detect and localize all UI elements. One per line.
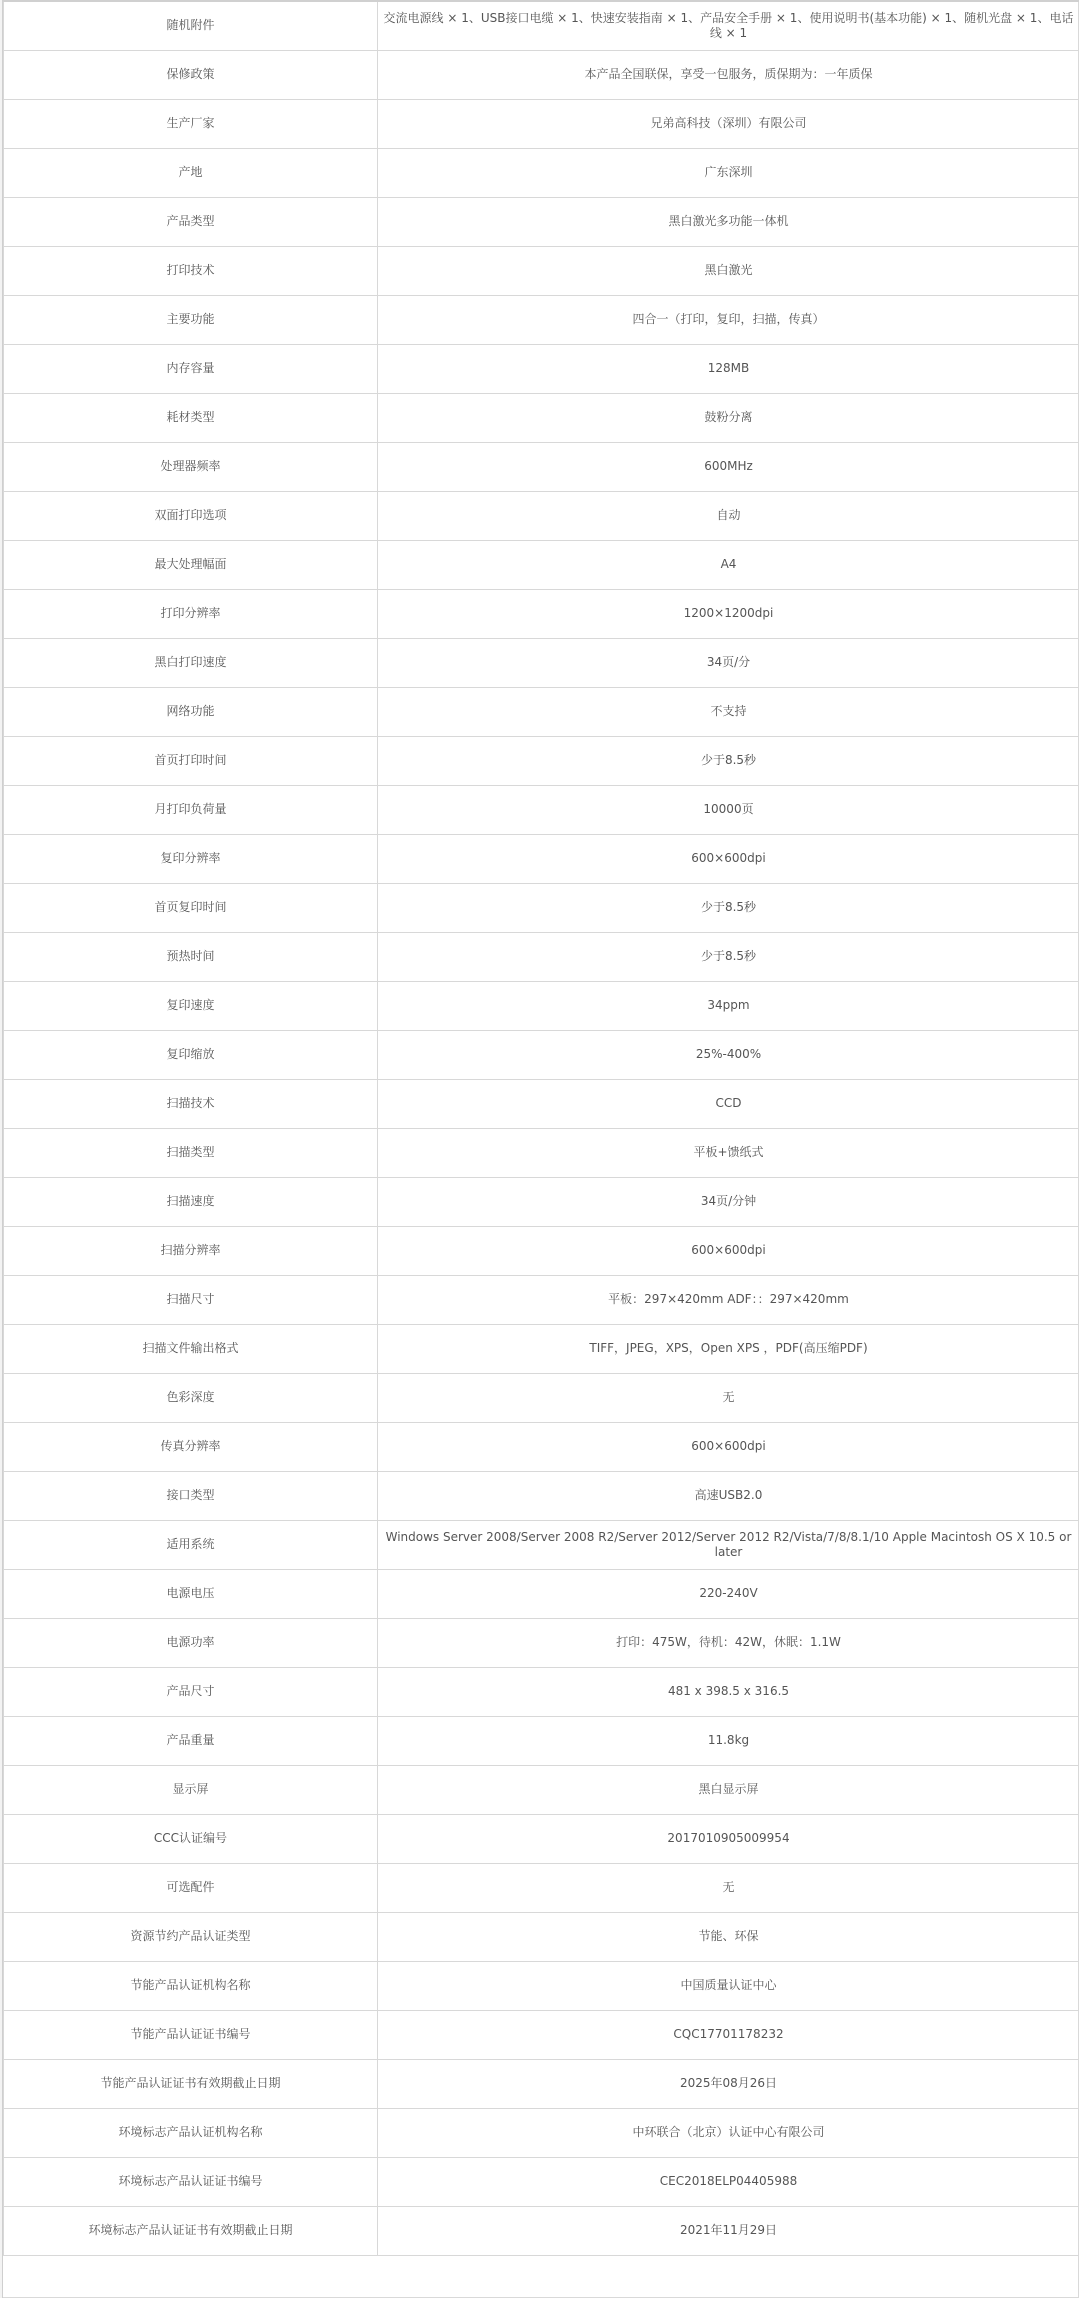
spec-label: 节能产品认证证书编号 — [4, 2010, 378, 2059]
spec-label: 产品类型 — [4, 197, 378, 246]
spec-value: 少于8.5秒 — [378, 883, 1079, 932]
spec-value: 兄弟高科技（深圳）有限公司 — [378, 99, 1079, 148]
spec-value: 打印：475W，待机：42W，休眠：1.1W — [378, 1618, 1079, 1667]
spec-label: 环境标志产品认证证书编号 — [4, 2157, 378, 2206]
spec-value: 少于8.5秒 — [378, 736, 1079, 785]
spec-row — [4, 1373, 1079, 1422]
spec-value: 1200×1200dpi — [378, 589, 1079, 638]
spec-value: CQC17701178232 — [378, 2010, 1079, 2059]
spec-row — [4, 1177, 1079, 1226]
spec-row — [4, 1, 1079, 50]
spec-value: 广东深圳 — [378, 148, 1079, 197]
spec-row — [4, 736, 1079, 785]
spec-row — [4, 442, 1079, 491]
spec-label: 扫描技术 — [4, 1079, 378, 1128]
spec-row — [4, 295, 1079, 344]
spec-value: A4 — [378, 540, 1079, 589]
spec-value: 四合一（打印，复印，扫描，传真） — [378, 295, 1079, 344]
spec-value: CEC2018ELP04405988 — [378, 2157, 1079, 2206]
spec-label: 处理器频率 — [4, 442, 378, 491]
spec-row — [4, 834, 1079, 883]
spec-row — [4, 1226, 1079, 1275]
spec-row — [4, 1618, 1079, 1667]
spec-label: 扫描尺寸 — [4, 1275, 378, 1324]
spec-label: 节能产品认证机构名称 — [4, 1961, 378, 2010]
spec-value: 481 x 398.5 x 316.5 — [378, 1667, 1079, 1716]
spec-label: 扫描速度 — [4, 1177, 378, 1226]
spec-row — [4, 1667, 1079, 1716]
spec-label: 可选配件 — [4, 1863, 378, 1912]
spec-row — [4, 687, 1079, 736]
spec-row — [4, 1275, 1079, 1324]
spec-row — [4, 491, 1079, 540]
spec-value: 2021年11月29日 — [378, 2206, 1079, 2255]
spec-row — [4, 883, 1079, 932]
spec-label: 随机附件 — [4, 1, 378, 50]
spec-row — [4, 1569, 1079, 1618]
spec-label: 网络功能 — [4, 687, 378, 736]
spec-label: 产品尺寸 — [4, 1667, 378, 1716]
spec-row — [4, 1716, 1079, 1765]
spec-value: 2017010905009954 — [378, 1814, 1079, 1863]
spec-value: 25%-400% — [378, 1030, 1079, 1079]
spec-label: 月打印负荷量 — [4, 785, 378, 834]
spec-label: 环境标志产品认证证书有效期截止日期 — [4, 2206, 378, 2255]
spec-value: 34页/分钟 — [378, 1177, 1079, 1226]
spec-label: 适用系统 — [4, 1520, 378, 1569]
spec-value: 128MB — [378, 344, 1079, 393]
spec-label: 打印分辨率 — [4, 589, 378, 638]
spec-value: 平板+馈纸式 — [378, 1128, 1079, 1177]
spec-row — [4, 1128, 1079, 1177]
spec-value: 少于8.5秒 — [378, 932, 1079, 981]
spec-label: 扫描类型 — [4, 1128, 378, 1177]
spec-row — [4, 1422, 1079, 1471]
spec-label: 复印速度 — [4, 981, 378, 1030]
spec-value: 平板：297×420mm ADF：：297×420mm — [378, 1275, 1079, 1324]
spec-label: 黑白打印速度 — [4, 638, 378, 687]
spec-value: 交流电源线 × 1、USB接口电缆 × 1、快速安装指南 × 1、产品安全手册 × 1、使用说明书(基本功能) × 1、随机光盘 × 1、电话线 × 1 — [378, 1, 1079, 50]
spec-value: 黑白显示屏 — [378, 1765, 1079, 1814]
spec-value: 中环联合（北京）认证中心有限公司 — [378, 2108, 1079, 2157]
spec-row — [4, 1079, 1079, 1128]
spec-value: 34ppm — [378, 981, 1079, 1030]
spec-row — [4, 2157, 1079, 2206]
spec-label: 最大处理幅面 — [4, 540, 378, 589]
spec-value: 10000页 — [378, 785, 1079, 834]
spec-label: 首页打印时间 — [4, 736, 378, 785]
spec-row — [4, 589, 1079, 638]
spec-label: 接口类型 — [4, 1471, 378, 1520]
spec-row — [4, 1863, 1079, 1912]
spec-label: 内存容量 — [4, 344, 378, 393]
spec-value: 600MHz — [378, 442, 1079, 491]
spec-row — [4, 344, 1079, 393]
spec-label: 色彩深度 — [4, 1373, 378, 1422]
spec-value: CCD — [378, 1079, 1079, 1128]
spec-row — [4, 1814, 1079, 1863]
spec-label: 复印分辨率 — [4, 834, 378, 883]
spec-value: 中国质量认证中心 — [378, 1961, 1079, 2010]
spec-value: 黑白激光 — [378, 246, 1079, 295]
spec-row — [4, 932, 1079, 981]
spec-row — [4, 246, 1079, 295]
spec-label: 预热时间 — [4, 932, 378, 981]
spec-value: TIFF，JPEG，XPS，Open XPS ，PDF(高压缩PDF) — [378, 1324, 1079, 1373]
spec-value: 2025年08月26日 — [378, 2059, 1079, 2108]
spec-row — [4, 638, 1079, 687]
spec-label: 电源电压 — [4, 1569, 378, 1618]
spec-value: 34页/分 — [378, 638, 1079, 687]
spec-row — [4, 2010, 1079, 2059]
spec-row — [4, 2108, 1079, 2157]
spec-row — [4, 1912, 1079, 1961]
spec-label: 首页复印时间 — [4, 883, 378, 932]
spec-label: 显示屏 — [4, 1765, 378, 1814]
spec-label: 资源节约产品认证类型 — [4, 1912, 378, 1961]
spec-value: 220-240V — [378, 1569, 1079, 1618]
spec-value: 不支持 — [378, 687, 1079, 736]
spec-row — [4, 981, 1079, 1030]
spec-table-body — [4, 1, 1079, 2255]
spec-label: CCC认证编号 — [4, 1814, 378, 1863]
spec-row — [4, 2059, 1079, 2108]
spec-row — [4, 1471, 1079, 1520]
spec-value: 无 — [378, 1863, 1079, 1912]
spec-label: 传真分辨率 — [4, 1422, 378, 1471]
spec-label: 节能产品认证证书有效期截止日期 — [4, 2059, 378, 2108]
spec-value: 本产品全国联保，享受一包服务，质保期为：一年质保 — [378, 50, 1079, 99]
spec-row — [4, 1520, 1079, 1569]
spec-label: 主要功能 — [4, 295, 378, 344]
spec-table — [3, 0, 1079, 2256]
spec-row — [4, 540, 1079, 589]
spec-label: 双面打印选项 — [4, 491, 378, 540]
spec-value: 鼓粉分离 — [378, 393, 1079, 442]
spec-label: 复印缩放 — [4, 1030, 378, 1079]
spec-label: 耗材类型 — [4, 393, 378, 442]
spec-label: 扫描分辨率 — [4, 1226, 378, 1275]
spec-value: 无 — [378, 1373, 1079, 1422]
spec-row — [4, 1765, 1079, 1814]
spec-label: 扫描文件输出格式 — [4, 1324, 378, 1373]
spec-value: 600×600dpi — [378, 834, 1079, 883]
spec-row — [4, 148, 1079, 197]
spec-value: 600×600dpi — [378, 1226, 1079, 1275]
spec-row — [4, 1324, 1079, 1373]
spec-value: 600×600dpi — [378, 1422, 1079, 1471]
spec-row — [4, 393, 1079, 442]
spec-row — [4, 785, 1079, 834]
spec-label: 生产厂家 — [4, 99, 378, 148]
spec-value: Windows Server 2008/Server 2008 R2/Server 2012/Server 2012 R2/Vista/7/8/8.1/10 Apple Macintosh OS X 10.5 or later — [378, 1520, 1079, 1569]
spec-label: 保修政策 — [4, 50, 378, 99]
spec-label: 产品重量 — [4, 1716, 378, 1765]
spec-value: 黑白激光多功能一体机 — [378, 197, 1079, 246]
spec-label: 产地 — [4, 148, 378, 197]
spec-row — [4, 2206, 1079, 2255]
spec-row — [4, 99, 1079, 148]
spec-row — [4, 197, 1079, 246]
spec-value: 高速USB2.0 — [378, 1471, 1079, 1520]
spec-row — [4, 50, 1079, 99]
spec-value: 节能、环保 — [378, 1912, 1079, 1961]
spec-row — [4, 1030, 1079, 1079]
spec-row — [4, 1961, 1079, 2010]
spec-value: 11.8kg — [378, 1716, 1079, 1765]
spec-value: 自动 — [378, 491, 1079, 540]
spec-label: 电源功率 — [4, 1618, 378, 1667]
spec-label: 环境标志产品认证机构名称 — [4, 2108, 378, 2157]
spec-label: 打印技术 — [4, 246, 378, 295]
